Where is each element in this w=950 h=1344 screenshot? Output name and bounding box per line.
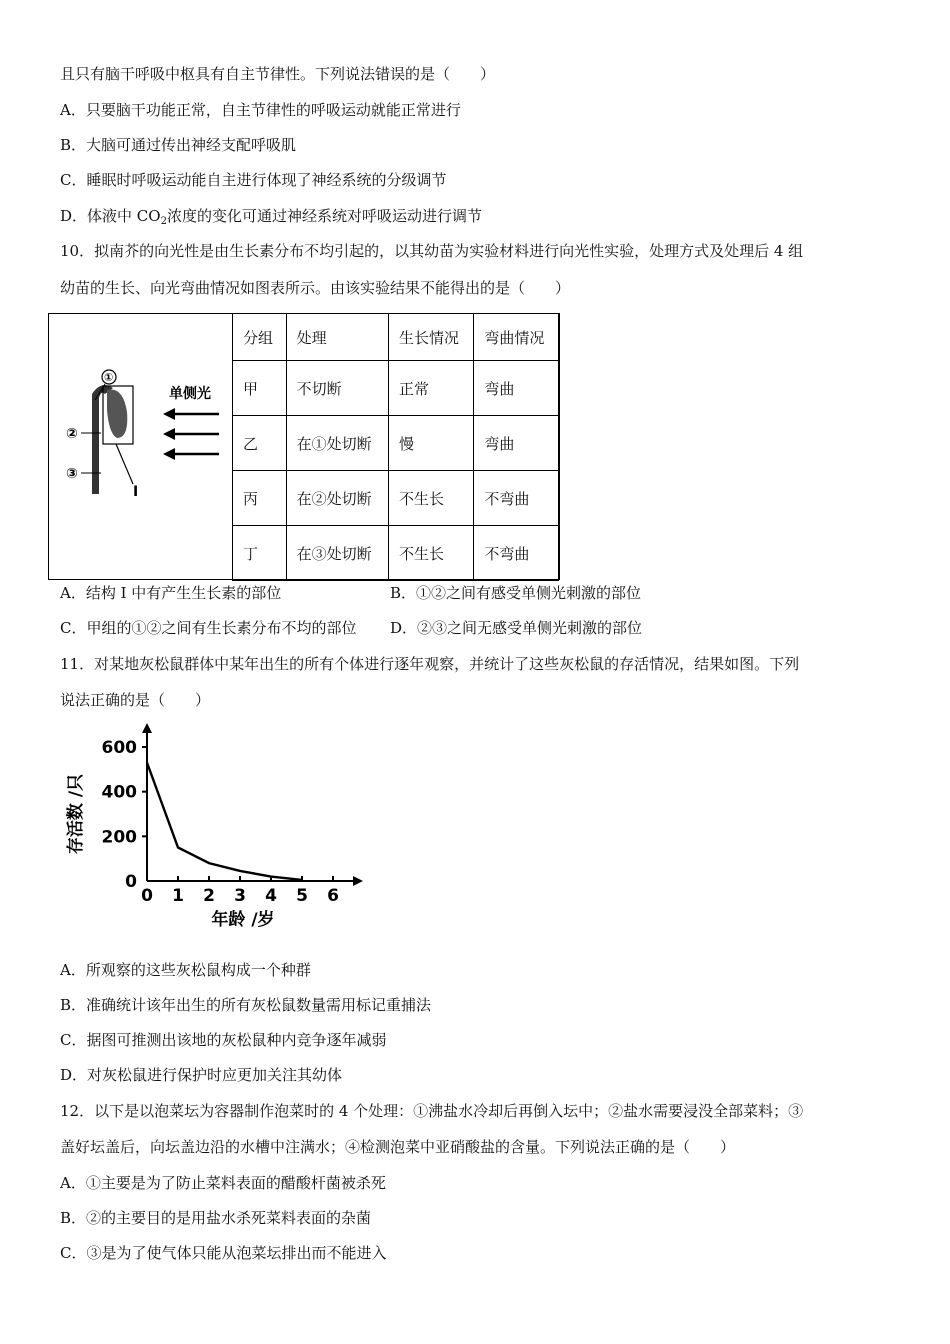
table-header-group: 分组 [233, 314, 287, 361]
q9-option-c: C．睡眠时呼吸运动能自主进行体现了神经系统的分级调节 [60, 171, 447, 189]
q10-option-c: C．甲组的①②之间有生长素分布不均的部位 [60, 619, 357, 637]
table-cell: 不生长 [388, 471, 473, 526]
table-row [233, 416, 559, 471]
q10-figure-table [48, 313, 560, 580]
table-cell: 不弯曲 [474, 471, 559, 526]
table-cell: 乙 [233, 416, 287, 471]
q10-table [232, 313, 559, 581]
x-tick-label: 5 [296, 886, 308, 906]
x-tick-label: 0 [141, 886, 153, 906]
table-cell: 不弯曲 [474, 526, 559, 581]
y-tick-label: 200 [101, 827, 137, 848]
table-cell: 丁 [233, 526, 287, 581]
seedling-cotyledon [107, 389, 127, 438]
q11-stem-line2: 说法正确的是（ ） [60, 691, 211, 709]
q11-option-d: D．对灰松鼠进行保护时应更加关注其幼体 [60, 1066, 343, 1084]
q12-option-c: C．③是为了使气体只能从泡菜坛排出而不能进入 [60, 1244, 387, 1262]
q12-option-b: B．②的主要目的是用盐水杀死菜料表面的杂菌 [60, 1209, 372, 1227]
x-axis-arrow-icon [353, 876, 363, 886]
table-cell: 甲 [233, 361, 287, 416]
table-header-bending: 弯曲情况 [474, 314, 559, 361]
table-cell: 弯曲 [474, 361, 559, 416]
q9-option-a: A．只要脑干功能正常，自主节律性的呼吸运动就能正常进行 [60, 101, 461, 119]
q11-stem-line1: 11．对某地灰松鼠群体中某年出生的所有个体进行逐年观察，并统计了这些灰松鼠的存活情况，结果如图。下列 [60, 655, 800, 673]
q12-stem-line1: 12．以下是以泡菜坛为容器制作泡菜时的 4 个处理：①沸盐水冷却后再倒入坛中；②盐水需要浸没全部菜料；③ [60, 1102, 804, 1120]
table-row [233, 471, 559, 526]
table-cell: 丙 [233, 471, 287, 526]
q10-option-d: D．②③之间无感受单侧光刺激的部位 [390, 619, 643, 637]
table-row [233, 361, 559, 416]
series-line [147, 763, 302, 880]
q11-option-a: A．所观察的这些灰松鼠构成一个种群 [60, 961, 311, 979]
q9-option-d: D．体液中 $CO_2$浓度的变化可通过神经系统对呼吸运动进行调节 [60, 207, 482, 227]
table-row [233, 526, 559, 581]
seedling-figure [49, 314, 232, 579]
table-cell: 慢 [388, 416, 473, 471]
x-tick-label: 6 [327, 886, 339, 906]
q9-stem: 且只有脑干呼吸中枢具有自主节律性。下列说法错误的是（ ） [60, 65, 496, 83]
light-label: 单侧光 [169, 386, 211, 402]
q10-stem-line1: 10．拟南芥的向光性是由生长素分布不均引起的，以其幼苗为实验材料进行向光性实验，处理方式及处理后 4 组 [60, 242, 804, 260]
q11-option-c: C．据图可推测出该地的灰松鼠种内竞争逐年减弱 [60, 1031, 387, 1049]
y-tick-label: 600 [101, 738, 137, 758]
marker-3: ③ [66, 466, 78, 482]
structure-i-label: I [133, 484, 139, 500]
x-axis-label: 年龄 /岁 [211, 910, 275, 930]
q10-option-b: B．①②之间有感受单侧光刺激的部位 [390, 584, 642, 602]
table-cell: 在①处切断 [286, 416, 388, 471]
q10-stem-line2: 幼苗的生长、向光弯曲情况如图表所示。由该实验结果不能得出的是（ ） [60, 279, 571, 297]
table-cell: 在②处切断 [286, 471, 388, 526]
q10-option-a: A．结构 I 中有产生生长素的部位 [60, 584, 282, 602]
table-cell: 弯曲 [474, 416, 559, 471]
marker-1: ① [104, 371, 114, 384]
table-header-treatment: 处理 [286, 314, 388, 361]
table-cell: 不切断 [286, 361, 388, 416]
marker-2: ② [66, 426, 78, 442]
y-tick-label: 400 [101, 782, 137, 803]
x-tick-label: 2 [203, 886, 215, 906]
y-tick-label: 0 [125, 872, 137, 892]
x-tick-label: 3 [234, 886, 246, 906]
table-cell: 正常 [388, 361, 473, 416]
table-cell: 不生长 [388, 526, 473, 581]
y-axis-label: 存活数 /只 [66, 773, 86, 855]
light-arrow-icon [163, 408, 219, 460]
x-tick-label: 4 [265, 886, 277, 906]
y-axis-arrow-icon [142, 723, 152, 733]
q12-option-a: A．①主要是为了防止菜料表面的醋酸杆菌被杀死 [60, 1174, 386, 1192]
q12-stem-line2: 盖好坛盖后，向坛盖边沿的水槽中注满水；④检测泡菜中亚硝酸盐的含量。下列说法正确的是（ ） [60, 1138, 736, 1156]
q9-option-b: B．大脑可通过传出神经支配呼吸肌 [60, 136, 297, 154]
q11-option-b: B．准确统计该年出生的所有灰松鼠数量需用标记重捕法 [60, 996, 432, 1014]
x-tick-label: 1 [172, 886, 184, 906]
survival-chart [55, 720, 375, 930]
table-cell: 在③处切断 [286, 526, 388, 581]
table-header-growth: 生长情况 [388, 314, 473, 361]
